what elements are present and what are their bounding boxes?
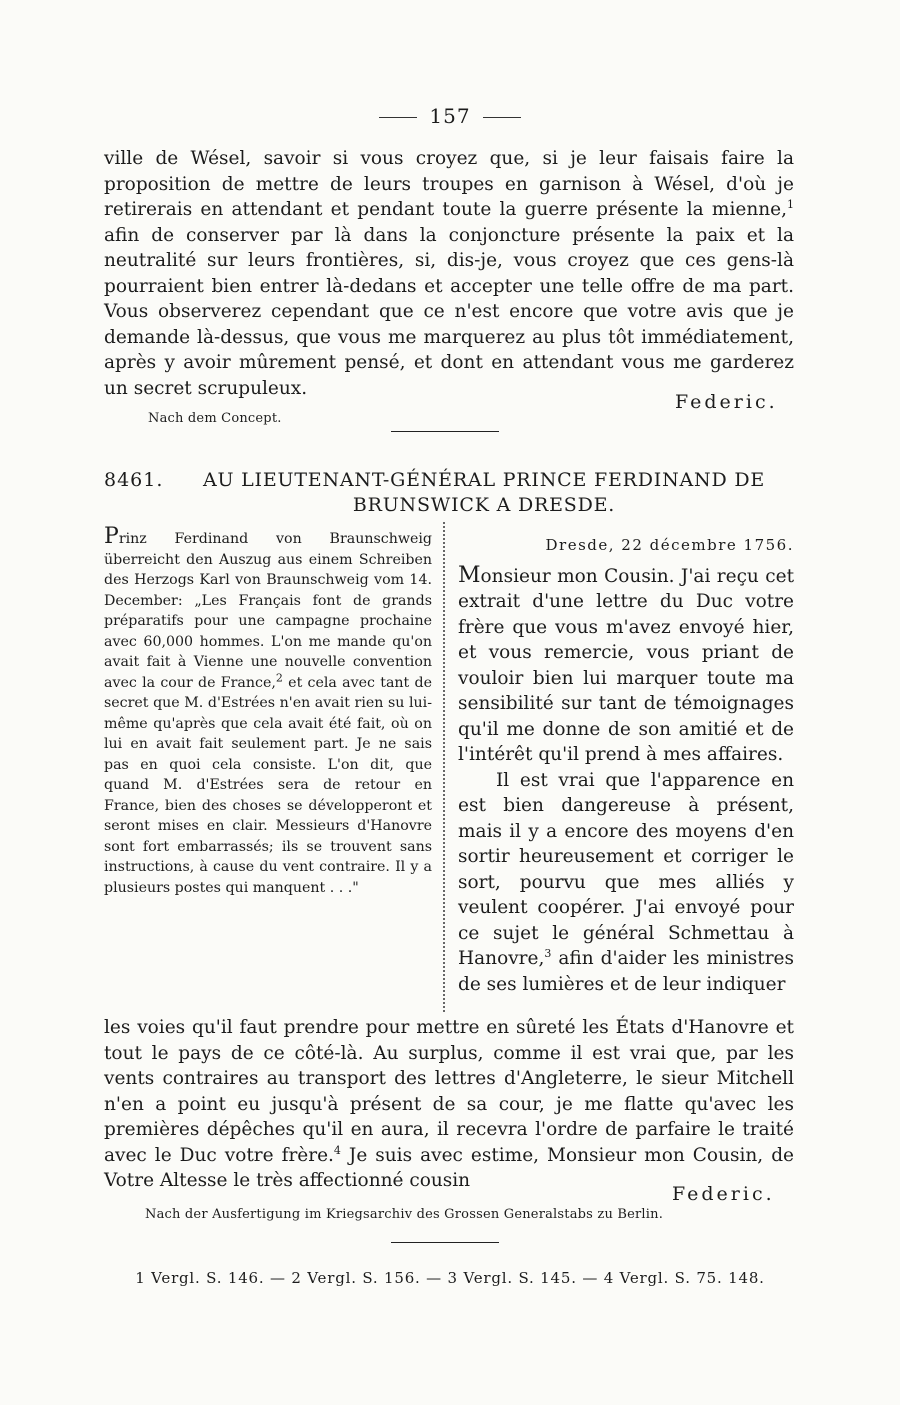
letter-column: [458, 533, 794, 997]
footnote-ref-3: 3: [544, 946, 552, 960]
paragraph-opening-text: ville de Wésel, savoir si vous croyez que, si je leur faisais faire la proposition de mettre de leurs troupes en garnison à Wésel, d'où je retirerais en attendant et pendant toute la guerre présente la mienne,: [104, 148, 794, 220]
dash-left: [379, 117, 417, 118]
page-number: [0, 104, 900, 128]
signature-2: Federic.: [672, 1183, 775, 1205]
paragraph-continuation-text: les voies qu'il faut prendre pour mettre en sûreté les États d'Hanovre et tout le pays de ce côté-là. Au surplus, comme il est vrai que, par les vents contraires au transport des lettres d'Angleterre, le sieur Mitchell n'en a point eu jusqu'à présent de sa cour, je me flatte qu'avec les premières dépêches qu'il en aura, il recevra l'ordre de parfaire le traité avec le Duc votre frère.: [104, 1017, 794, 1166]
letter-heading: [104, 468, 794, 518]
summary-text-a: rinz Ferdinand von Braunschweig überreicht den Auszug aus einem Schreiben des Herzogs Karl von Braunschweig vom 14. December: „Les Français font de grands préparatifs pour une campagne prochaine avec 60,000 hommes. L'on me mande qu'on avait fait à Vienne une nouvelle convention avec la cour de France,: [104, 531, 432, 691]
paragraph-opening: [104, 146, 794, 401]
letter-initial: M: [458, 562, 481, 588]
footnote-ref-2: 2: [275, 670, 283, 684]
letter-para-2-text: Il est vrai que l'apparence en est bien dangereuse à présent, mais il y a encore des moyens d'en sortir heureusement et corriger le sort, pourvu que mes alliés y veulent coopérer. J'ai envoyé pour ce sujet le général Schmettau à Hanovre,: [458, 769, 794, 969]
footnote-ref-4: 4: [333, 1143, 341, 1157]
summary-text-b: et cela avec tant de secret que M. d'Estrées n'en avait rien su lui-même qu'après que cela avait été fait, où on lui en avait fait seulement part. Je ne sais pas en quoi cela consiste. L'on dit, que quand M. d'Estrées sera de retour en France, bien des choses se développeront et seront mises en clair. Messieurs d'Hanovre sont fort embarrassés; ils se trouvent sans instructions, à cause du vent contraire. Il y a plusieurs postes qui manquent . . .": [104, 674, 433, 896]
source-note-1: Nach dem Concept.: [148, 411, 282, 426]
footnote-ref-1: 1: [787, 197, 794, 211]
letter-para-1-text: onsieur mon Cousin. J'ai reçu cet extrait d'une lettre du Duc votre frère que vous m'avez envoyé hier, et vous remercie, vous priant de vouloir bien lui marquer toute ma sensibilité sur tant de témoignages qu'il me donne de son amitié et de l'intérêt qu'il prend à mes affaires.: [458, 565, 794, 765]
letter-title: AU LIEUTENANT-GÉNÉRAL PRINCE FERDINAND DE BRUNSWICK A DRESDE.: [202, 469, 766, 516]
summary-column: [104, 524, 433, 898]
letter-para-1: [458, 563, 794, 768]
letter-date: Dresde, 22 décembre 1756.: [545, 536, 794, 554]
footnotes: 1 Vergl. S. 146. — 2 Vergl. S. 156. — 3 Vergl. S. 145. — 4 Vergl. S. 75. 148.: [135, 1269, 765, 1287]
letter-number: 8461.: [104, 469, 164, 491]
source-note-2: Nach der Ausfertigung im Kriegsarchiv des Grossen Generalstabs zu Berlin.: [145, 1207, 664, 1222]
column-divider: [443, 522, 445, 1012]
letter-para-2-text-b: afin d'aider les ministres de ses lumières et de leur indiquer: [458, 948, 794, 995]
dash-right: [483, 117, 521, 118]
summary-initial: P: [104, 524, 119, 549]
paragraph-continuation-text-b: Je suis avec estime, Monsieur mon Cousin, de Votre Altesse le très affectionné cousin: [104, 1144, 794, 1191]
signature-1: Federic.: [675, 391, 778, 413]
paragraph-continuation: [104, 1015, 794, 1194]
paragraph-opening-cont: afin de conserver par là dans la conjoncture présente la paix et la neutralité sur leurs frontières, si, dis-je, vous croyez que ces gens-là pourraient bien entrer là-dedans et accepter une telle offre de ma part. Vous observerez cependant que ce n'est encore que votre avis que je demande là-dessus, que vous me marquerez au plus tôt immédiatement, après y avoir mûrement pensé, et dont en attendant vous me garderez un secret scrupuleux.: [104, 224, 794, 399]
letter-para-2: [458, 768, 794, 998]
page-number-text: 157: [429, 104, 471, 128]
section-rule-2: [391, 1242, 499, 1243]
section-rule-1: [391, 431, 499, 432]
